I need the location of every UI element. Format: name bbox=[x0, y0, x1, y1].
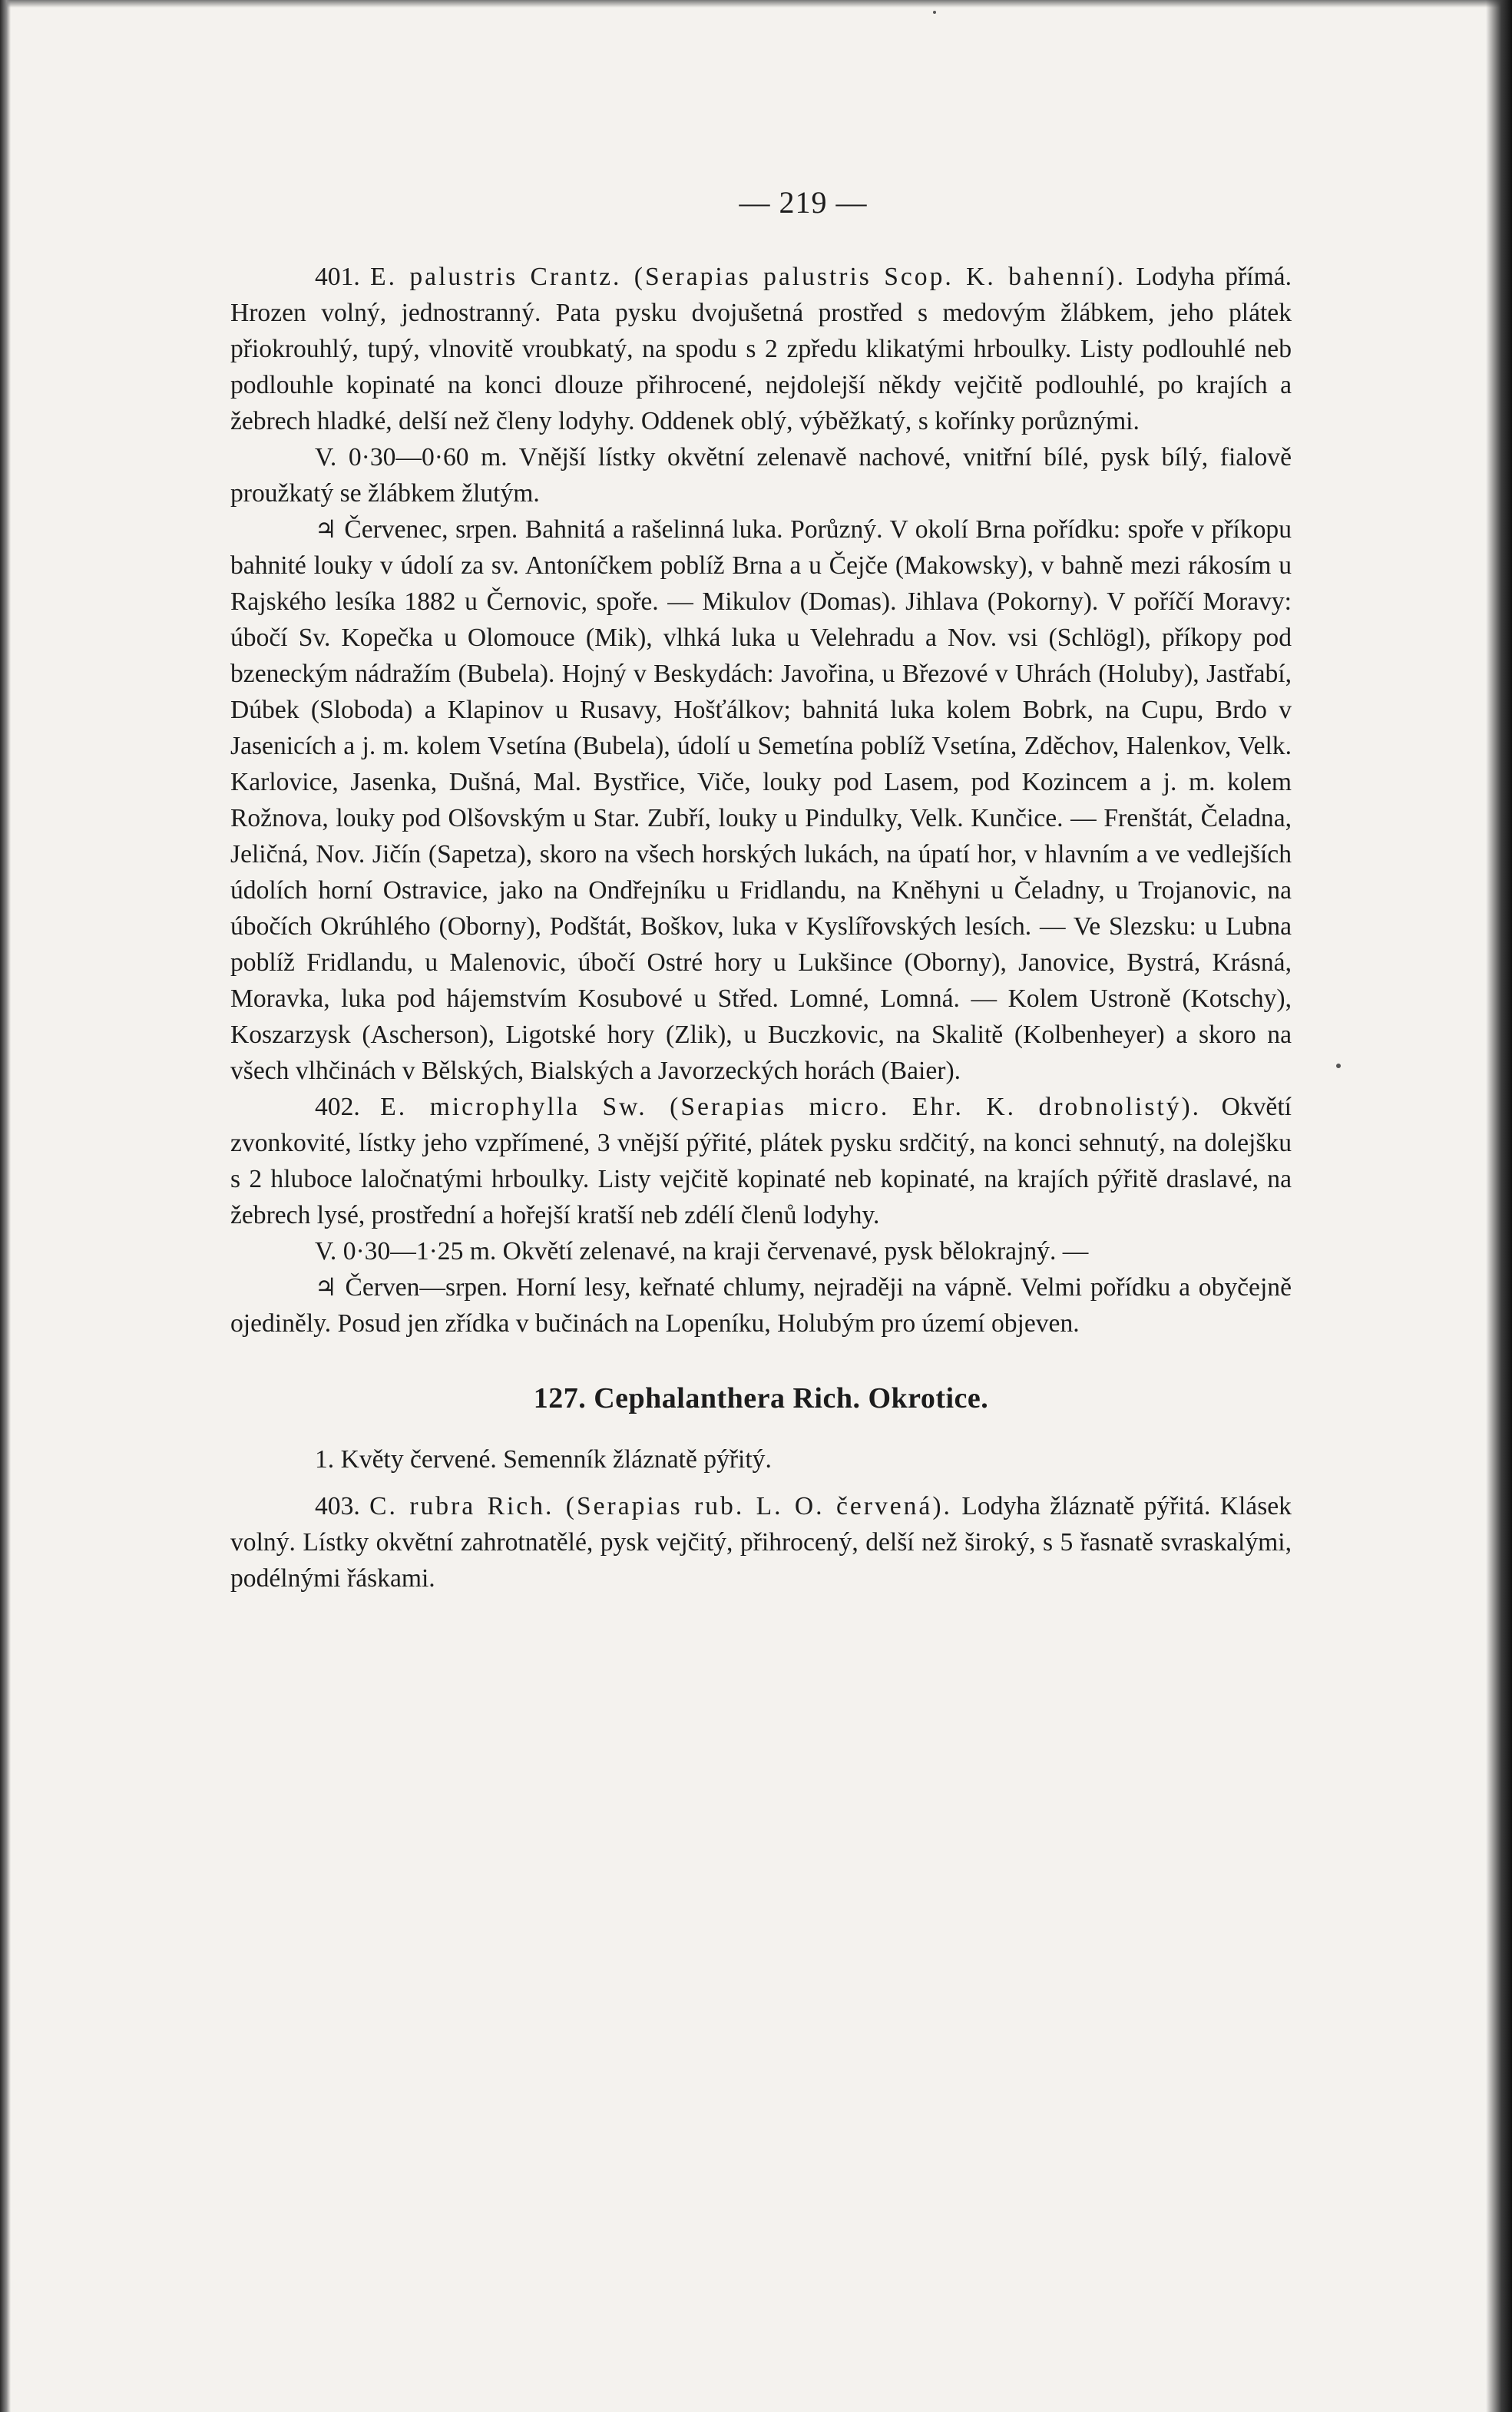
entry-number: 403. bbox=[315, 1492, 360, 1520]
scan-speck bbox=[933, 11, 936, 14]
entry-401-description bbox=[230, 259, 1292, 439]
entry-401-size: V. 0·30—0·60 m. Vnější lístky okvětní zelenavě nachové, vnitřní bílé, pysk bílý, fialově proužkatý se žlábkem žlutým. bbox=[230, 443, 1292, 508]
key-line-1: 1. Květy červené. Semenník žláznatě pýřitý. bbox=[315, 1445, 772, 1474]
scan-speck bbox=[1336, 1064, 1341, 1068]
entry-402-distribution bbox=[230, 1269, 1292, 1342]
scan-shadow-right bbox=[1486, 0, 1512, 2412]
entry-401-distribution bbox=[230, 511, 1292, 1089]
distribution-text: Červen—srpen. Horní lesy, keřnaté chlumy, nejraději na vápně. Velmi pořídku a obyčejně ojediněly. Posud jen zřídka v bučinách na Lopeníku, Holubým pro území objeven. bbox=[230, 1273, 1292, 1338]
entry-number: 402. bbox=[315, 1093, 360, 1121]
entry-number: 401. bbox=[315, 263, 360, 291]
species-heading: E. microphylla Sw. (Serapias micro. Ehr. K. drobnolistý). bbox=[380, 1093, 1202, 1121]
page-number: — 219 — bbox=[739, 185, 868, 220]
species-heading: E. palustris Crantz. (Serapias palustris Scop. K. bahenní). bbox=[370, 263, 1126, 291]
scan-shadow-top bbox=[0, 0, 1512, 8]
perennial-symbol-icon: ♃ bbox=[315, 514, 337, 544]
species-description: Lodyha žláznatě pýřitá. Klásek volný. Lístky okvětní zahrotnatělé, pysk vejčitý, přihrocený, delší než široký, s 5 řasnatě svraskalými, podélnými řáskami. bbox=[230, 1492, 1292, 1593]
genus-heading: 127. Cephalanthera Rich. Okrotice. bbox=[533, 1382, 989, 1414]
entry-402-description bbox=[230, 1089, 1292, 1233]
entry-401 bbox=[230, 259, 1292, 1089]
perennial-symbol-icon: ♃ bbox=[315, 1272, 337, 1302]
entry-403 bbox=[230, 1488, 1292, 1596]
entry-402-size: V. 0·30—1·25 m. Okvětí zelenavé, na kraji červenavé, pysk bělokrajný. — bbox=[315, 1237, 1089, 1266]
species-description: Okvětí zvonkovité, lístky jeho vzpřímené, 3 vnější pýřité, plátek pysku srdčitý, na konci sehnutý, na dolejšku s 2 hluboce laločnatými hrboulky. Listy vejčitě kopinaté neb kopinaté, na krajích pýřitě draslavé, na žebrech lysé, prostřední a hořejší kratší neb zdélí členů lodyhy. bbox=[230, 1093, 1292, 1229]
entry-402 bbox=[230, 1089, 1292, 1342]
species-heading: C. rubra Rich. (Serapias rub. L. O. červená). bbox=[369, 1492, 952, 1520]
book-page bbox=[230, 184, 1292, 1596]
entry-403-description bbox=[230, 1488, 1292, 1596]
distribution-text: Červenec, srpen. Bahnitá a rašelinná luka. Porůzný. V okolí Brna pořídku: spoře v příkopu bahnité louky v údolí za sv. Antoníčkem poblíž Brna a u Čejče (Makowsky), v bahně mezi rákosím u Rajského lesíka 1882 u Černovic, spoře. — Mikulov (Domas). Jihlava (Pokorny). V poříčí Moravy: úbočí Sv. Kopečka u Olomouce (Mik), vlhká luka u Velehradu a Nov. vsi (Schlögl), příkopy pod bzeneckým nádražím (Bubela). Hojný v Beskydách: Javořina, u Březové v Uhrách (Holuby), Jastřabí, Dúbek (Sloboda) a Klapinov u Rusavy, Hošťálkov; bahnitá luka kolem Bobrk, na Cupu, Brdo v Jasenicích a j. m. kolem Vsetína (Bubela), údolí u Semetína poblíž Vsetína, Zděchov, Halenkov, Velk. Karlovice, Jasenka, Dušná, Mal. Bystřice, Viče, louky pod Lasem, pod Kozincem a j. m. kolem Rožnova, louky pod Olšovským u Star. Zubří, louky u Pindulky, Velk. Kunčice. — Frenštát, Čeladna, Jeličná, Nov. Jičín (Sapetza), skoro na všech horských lukách, na úpatí hor, v hlavním a ve vedlejších údolích horní Ostravice, jako na Ondřejníku u Fridlandu, na Kněhyni u Čeladny, u Trojanovic, na úbočích Okrúhlého (Oborny), Podštát, Boškov, luka v Kyslířovských lesích. — Ve Slezsku: u Lubna poblíž Fridlandu, u Malenovic, úbočí Ostré hory u Lukšince (Oborny), Janovice, Bystrá, Krásná, Moravka, luka pod hájemstvím Kosubové u Střed. Lomné, Lomná. — Kolem Ustroně (Kotschy), Koszarzysk (Ascherson), Ligotské hory (Zlik), u Buczkovic, na Skalitě (Kolbenheyer) a skoro na všech vlhčinách v Bělských, Bialských a Javorzeckých horách (Baier). bbox=[230, 515, 1292, 1085]
species-description: Lodyha přímá. Hrozen volný, jednostranný. Pata pysku dvojušetná prostřed s medovým žlábkem, jeho plátek přiokrouhlý, tupý, vlnovitě vroubkatý, na spodu s 2 zpředu klikatými hrboulky. Listy podlouhlé neb podlouhle kopinaté na konci dlouze přihrocené, nejdolejší někdy vejčitě podlouhlé, po krajích a žebrech hladké, delší než členy lodyhy. Oddenek oblý, výběžkatý, s kořínky porůznými. bbox=[230, 263, 1292, 435]
scan-shadow-left bbox=[0, 0, 11, 2412]
